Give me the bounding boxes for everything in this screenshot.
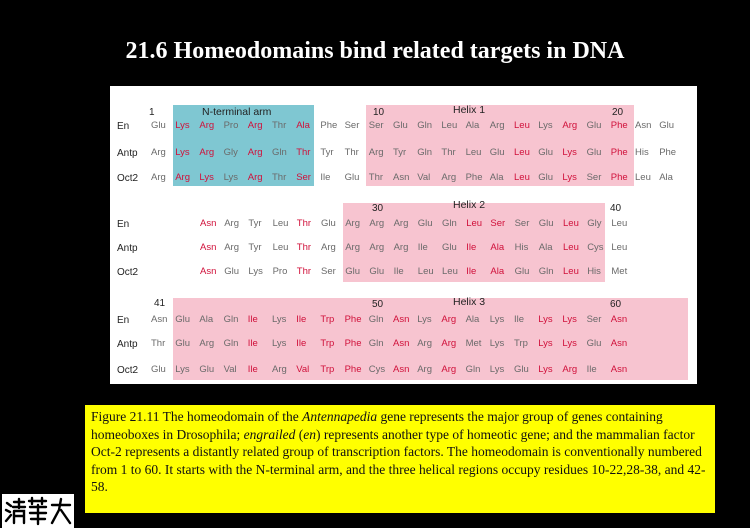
amino-acid-residue: Tyr — [393, 147, 407, 158]
amino-acid-residue: Arg — [393, 218, 409, 229]
amino-acid-residue: Ala — [538, 242, 553, 253]
amino-acid-residue: Ser — [368, 120, 384, 131]
amino-acid-residue: Tyr — [248, 242, 262, 253]
species-label-oct2: Oct2 — [117, 365, 139, 376]
amino-acid-residue: Ile — [296, 338, 307, 349]
amino-acid-residue: Arg — [224, 242, 239, 253]
amino-acid-residue: Lys — [538, 314, 553, 325]
residue-number: 60 — [610, 299, 622, 310]
amino-acid-residue: Phe — [320, 120, 338, 131]
amino-acid-residue: Glu — [538, 172, 553, 183]
amino-acid-residue: Leu — [563, 266, 579, 277]
amino-acid-residue: Ser — [586, 172, 602, 183]
species-label-en: En — [117, 315, 130, 326]
helix-3-label: Helix 3 — [453, 296, 486, 308]
amino-acid-residue: Thr — [296, 242, 312, 253]
amino-acid-residue: Lys — [489, 338, 505, 349]
amino-acid-residue: Glu — [538, 147, 553, 158]
species-label-oct2: Oct2 — [117, 267, 139, 278]
amino-acid-residue: Phe — [344, 314, 362, 325]
amino-acid-residue: Phe — [465, 172, 483, 183]
amino-acid-residue: Arg — [199, 338, 215, 349]
amino-acid-residue: Thr — [296, 147, 311, 158]
amino-acid-residue: Trp — [320, 364, 335, 375]
species-label-oct2: Oct2 — [117, 173, 139, 184]
amino-acid-residue: Leu — [466, 218, 483, 229]
amino-acid-residue: Asn — [200, 242, 217, 253]
amino-acid-residue: Glu — [538, 218, 554, 229]
amino-acid-residue: Ser — [490, 218, 506, 229]
amino-acid-residue: Glu — [344, 172, 360, 183]
amino-acid-residue: Leu — [465, 147, 482, 158]
amino-acid-residue: Pro — [223, 120, 239, 131]
species-label-antp: Antp — [117, 339, 138, 350]
amino-acid-residue: Met — [465, 338, 482, 349]
amino-acid-residue: Phe — [659, 147, 677, 158]
amino-acid-residue: Thr — [151, 338, 166, 349]
residue-number: 40 — [610, 203, 622, 214]
amino-acid-residue: Ser — [586, 314, 602, 325]
amino-acid-residue: Ile — [393, 266, 404, 277]
amino-acid-residue: Lys — [272, 314, 287, 325]
amino-acid-residue: Arg — [369, 242, 385, 253]
amino-acid-residue: Arg — [417, 364, 432, 375]
amino-acid-residue: Ile — [417, 242, 428, 253]
amino-acid-residue: Arg — [151, 147, 166, 158]
amino-acid-residue: Gln — [272, 147, 287, 158]
amino-acid-residue: Leu — [611, 218, 628, 229]
amino-acid-residue: Arg — [321, 242, 336, 253]
amino-acid-residue: Thr — [441, 147, 456, 158]
amino-acid-residue: Gly — [223, 147, 238, 158]
amino-acid-residue: Glu — [345, 266, 360, 277]
amino-acid-residue: Ala — [490, 242, 505, 253]
amino-acid-residue: Glu — [393, 120, 408, 131]
amino-acid-residue: Ser — [321, 266, 336, 277]
amino-acid-residue: Arg — [369, 218, 385, 229]
amino-acid-residue: Ala — [199, 314, 214, 325]
amino-acid-residue: Ile — [466, 266, 477, 277]
amino-acid-residue: Gln — [442, 218, 457, 229]
amino-acid-residue: Arg — [247, 172, 263, 183]
residue-number: 41 — [154, 298, 166, 309]
amino-acid-residue: Asn — [393, 364, 410, 375]
amino-acid-residue: Thr — [344, 147, 359, 158]
amino-acid-residue: Lys — [489, 314, 505, 325]
amino-acid-residue: Lys — [562, 338, 577, 349]
amino-acid-residue: Arg — [224, 218, 239, 229]
amino-acid-residue: Lys — [538, 338, 553, 349]
amino-acid-residue: Arg — [345, 242, 360, 253]
amino-acid-residue: Val — [417, 172, 431, 183]
amino-acid-residue: Gln — [417, 120, 432, 131]
amino-acid-residue: Phe — [610, 172, 628, 183]
amino-acid-residue: Gln — [465, 364, 481, 375]
amino-acid-residue: Phe — [344, 338, 362, 349]
amino-acid-residue: Lys — [199, 172, 214, 183]
amino-acid-residue: Ile — [247, 364, 258, 375]
amino-acid-residue: Leu — [563, 218, 579, 229]
amino-acid-residue: Glu — [586, 147, 602, 158]
amino-acid-residue: Arg — [368, 147, 384, 158]
amino-acid-residue: Lys — [562, 147, 577, 158]
amino-acid-residue: Ser — [344, 120, 360, 131]
species-label-antp: Antp — [117, 243, 138, 254]
amino-acid-residue: Arg — [247, 147, 263, 158]
amino-acid-residue: Glu — [514, 364, 529, 375]
amino-acid-residue: Arg — [441, 314, 457, 325]
amino-acid-residue: Leu — [272, 218, 289, 229]
amino-acid-residue: Ile — [514, 314, 525, 325]
amino-acid-residue: Leu — [441, 120, 458, 131]
amino-acid-residue: Lys — [175, 120, 190, 131]
amino-acid-residue: Asn — [393, 314, 410, 325]
amino-acid-residue: Ile — [466, 242, 477, 253]
amino-acid-residue: Ala — [296, 120, 310, 131]
amino-acid-residue: Glu — [369, 266, 385, 277]
tsinghua-university-logo — [2, 494, 74, 528]
amino-acid-residue: Arg — [345, 218, 360, 229]
amino-acid-residue: Trp — [320, 338, 335, 349]
amino-acid-residue: Ala — [490, 266, 505, 277]
amino-acid-residue: His — [514, 242, 529, 253]
amino-acid-residue: Tyr — [248, 218, 262, 229]
amino-acid-residue: Glu — [442, 242, 457, 253]
amino-acid-residue: Arg — [393, 242, 409, 253]
amino-acid-residue: Glu — [151, 120, 166, 131]
species-label-antp: Antp — [117, 148, 138, 159]
calligraphy-logo-icon — [2, 494, 74, 528]
amino-acid-residue: Cys — [587, 242, 604, 253]
amino-acid-residue: Glu — [659, 120, 674, 131]
amino-acid-residue: Arg — [562, 120, 578, 131]
amino-acid-residue: Leu — [514, 147, 530, 158]
amino-acid-residue: Lys — [562, 314, 577, 325]
amino-acid-residue: Arg — [175, 172, 190, 183]
amino-acid-residue: Ile — [296, 314, 307, 325]
amino-acid-residue: Ala — [465, 314, 480, 325]
amino-acid-residue: Asn — [393, 172, 410, 183]
amino-acid-residue: Gln — [417, 147, 432, 158]
species-label-en: En — [117, 121, 130, 132]
amino-acid-residue: Leu — [442, 266, 458, 277]
amino-acid-residue: Glu — [224, 266, 239, 277]
amino-acid-residue: Gln — [368, 314, 384, 325]
amino-acid-residue: Arg — [441, 338, 457, 349]
amino-acid-residue: Ala — [489, 172, 504, 183]
amino-acid-residue: Gln — [223, 338, 239, 349]
amino-acid-residue: Val — [223, 364, 237, 375]
amino-acid-residue: Asn — [610, 338, 628, 349]
amino-acid-residue: Glu — [489, 147, 505, 158]
amino-acid-residue: Thr — [368, 172, 384, 183]
amino-acid-residue: Gln — [368, 338, 384, 349]
amino-acid-residue: Lys — [538, 120, 553, 131]
amino-acid-residue: Asn — [610, 314, 628, 325]
residue-number: 1 — [149, 107, 155, 118]
caption-gene-en: en — [303, 426, 316, 442]
amino-acid-residue: Arg — [199, 147, 215, 158]
amino-acid-residue: Val — [296, 364, 310, 375]
amino-acid-residue: Leu — [514, 172, 530, 183]
amino-acid-residue: Thr — [296, 266, 312, 277]
residue-number: 20 — [612, 107, 624, 118]
amino-acid-residue: Glu — [417, 218, 433, 229]
amino-acid-residue: Arg — [272, 364, 287, 375]
amino-acid-residue: Ala — [659, 172, 673, 183]
amino-acid-residue: Trp — [514, 338, 528, 349]
amino-acid-residue: Lys — [175, 364, 190, 375]
amino-acid-residue: Asn — [610, 364, 628, 375]
amino-acid-residue: Glu — [514, 266, 530, 277]
amino-acid-residue: Leu — [417, 266, 434, 277]
amino-acid-residue: Lys — [538, 364, 553, 375]
helix-2-label: Helix 2 — [453, 199, 486, 211]
amino-acid-residue: His — [635, 147, 649, 158]
amino-acid-residue: Glu — [175, 338, 190, 349]
amino-acid-residue: Ile — [247, 314, 258, 325]
amino-acid-residue: Glu — [321, 218, 336, 229]
amino-acid-residue: Gly — [587, 218, 602, 229]
amino-acid-residue: Phe — [610, 147, 628, 158]
amino-acid-residue: Asn — [151, 314, 168, 325]
caption-text: Figure 21.11 The homeodomain of the — [91, 409, 303, 424]
amino-acid-residue: Asn — [200, 266, 217, 277]
amino-acid-residue: Ala — [465, 120, 480, 131]
amino-acid-residue: Phe — [610, 120, 628, 131]
caption-gene-engrailed: engrailed — [243, 426, 296, 442]
amino-acid-residue: Lys — [175, 147, 190, 158]
amino-acid-residue: Arg — [562, 364, 578, 375]
amino-acid-residue: Ile — [320, 172, 331, 183]
amino-acid-residue: Leu — [272, 242, 289, 253]
amino-acid-residue: Leu — [611, 242, 628, 253]
amino-acid-residue: Pro — [272, 266, 288, 277]
n-terminal-arm-label: N-terminal arm — [202, 106, 272, 118]
amino-acid-residue: Arg — [199, 120, 215, 131]
slide-title: 21.6 Homeodomains bind related targets in DNA — [125, 38, 625, 64]
caption-text: gene represents the major group of genes containing homeoboxes in Drosophila; — [91, 409, 663, 442]
helix-1-label: Helix 1 — [453, 104, 486, 116]
amino-acid-residue: Asn — [200, 218, 217, 229]
caption-text: ( — [295, 426, 304, 442]
amino-acid-residue: Thr — [272, 120, 287, 131]
amino-acid-residue: Glu — [151, 364, 166, 375]
amino-acid-residue: Trp — [320, 314, 335, 325]
amino-acid-residue: Lys — [417, 314, 432, 325]
figure-caption — [85, 405, 715, 513]
caption-text: ) represents another type of homeotic gene; and the mammalian factor Oct-2 represents a distantly related group of transcription factors. The homeodomain is conventionally numbered from 1 to 60. It starts with the N-terminal arm, and the three helical regions occupy residues 10-22,28-38, and 42-58. — [91, 426, 706, 494]
amino-acid-residue: Glu — [586, 338, 602, 349]
residue-number: 50 — [372, 299, 384, 310]
amino-acid-residue: Asn — [393, 338, 410, 349]
amino-acid-residue: Lys — [489, 364, 505, 375]
amino-acid-residue: Ser — [514, 218, 530, 229]
homeodomain-alignment-figure — [110, 86, 697, 384]
amino-acid-residue: Arg — [151, 172, 166, 183]
amino-acid-residue: Glu — [586, 120, 602, 131]
amino-acid-residue: Arg — [417, 338, 432, 349]
amino-acid-residue: Phe — [344, 364, 362, 375]
residue-number: 10 — [373, 107, 385, 118]
amino-acid-residue: Ile — [586, 364, 597, 375]
amino-acid-residue: Met — [611, 266, 628, 277]
amino-acid-residue: Gln — [223, 314, 239, 325]
amino-acid-residue: His — [587, 266, 601, 277]
amino-acid-residue: Glu — [175, 314, 190, 325]
amino-acid-residue: Tyr — [320, 147, 334, 158]
amino-acid-residue: Thr — [296, 218, 312, 229]
amino-acid-residue: Lys — [248, 266, 263, 277]
amino-acid-residue: Ile — [247, 338, 258, 349]
amino-acid-residue: Ser — [296, 172, 311, 183]
amino-acid-residue: Thr — [272, 172, 287, 183]
amino-acid-residue: Lys — [272, 338, 287, 349]
species-label-en: En — [117, 219, 130, 230]
caption-gene-antennapedia: Antennapedia — [302, 409, 378, 424]
amino-acid-residue: Asn — [635, 120, 652, 131]
amino-acid-residue: Lys — [562, 172, 577, 183]
amino-acid-residue: Leu — [514, 120, 530, 131]
residue-number: 30 — [372, 203, 384, 214]
amino-acid-residue: Lys — [223, 172, 239, 183]
amino-acid-residue: Gln — [538, 266, 554, 277]
amino-acid-residue: Leu — [635, 172, 651, 183]
amino-acid-residue: Glu — [199, 364, 215, 375]
amino-acid-residue: Cys — [368, 364, 386, 375]
amino-acid-residue: Arg — [441, 172, 457, 183]
amino-acid-residue: Leu — [563, 242, 579, 253]
amino-acid-residue: Arg — [441, 364, 457, 375]
amino-acid-residue: Arg — [489, 120, 505, 131]
amino-acid-residue: Arg — [247, 120, 263, 131]
